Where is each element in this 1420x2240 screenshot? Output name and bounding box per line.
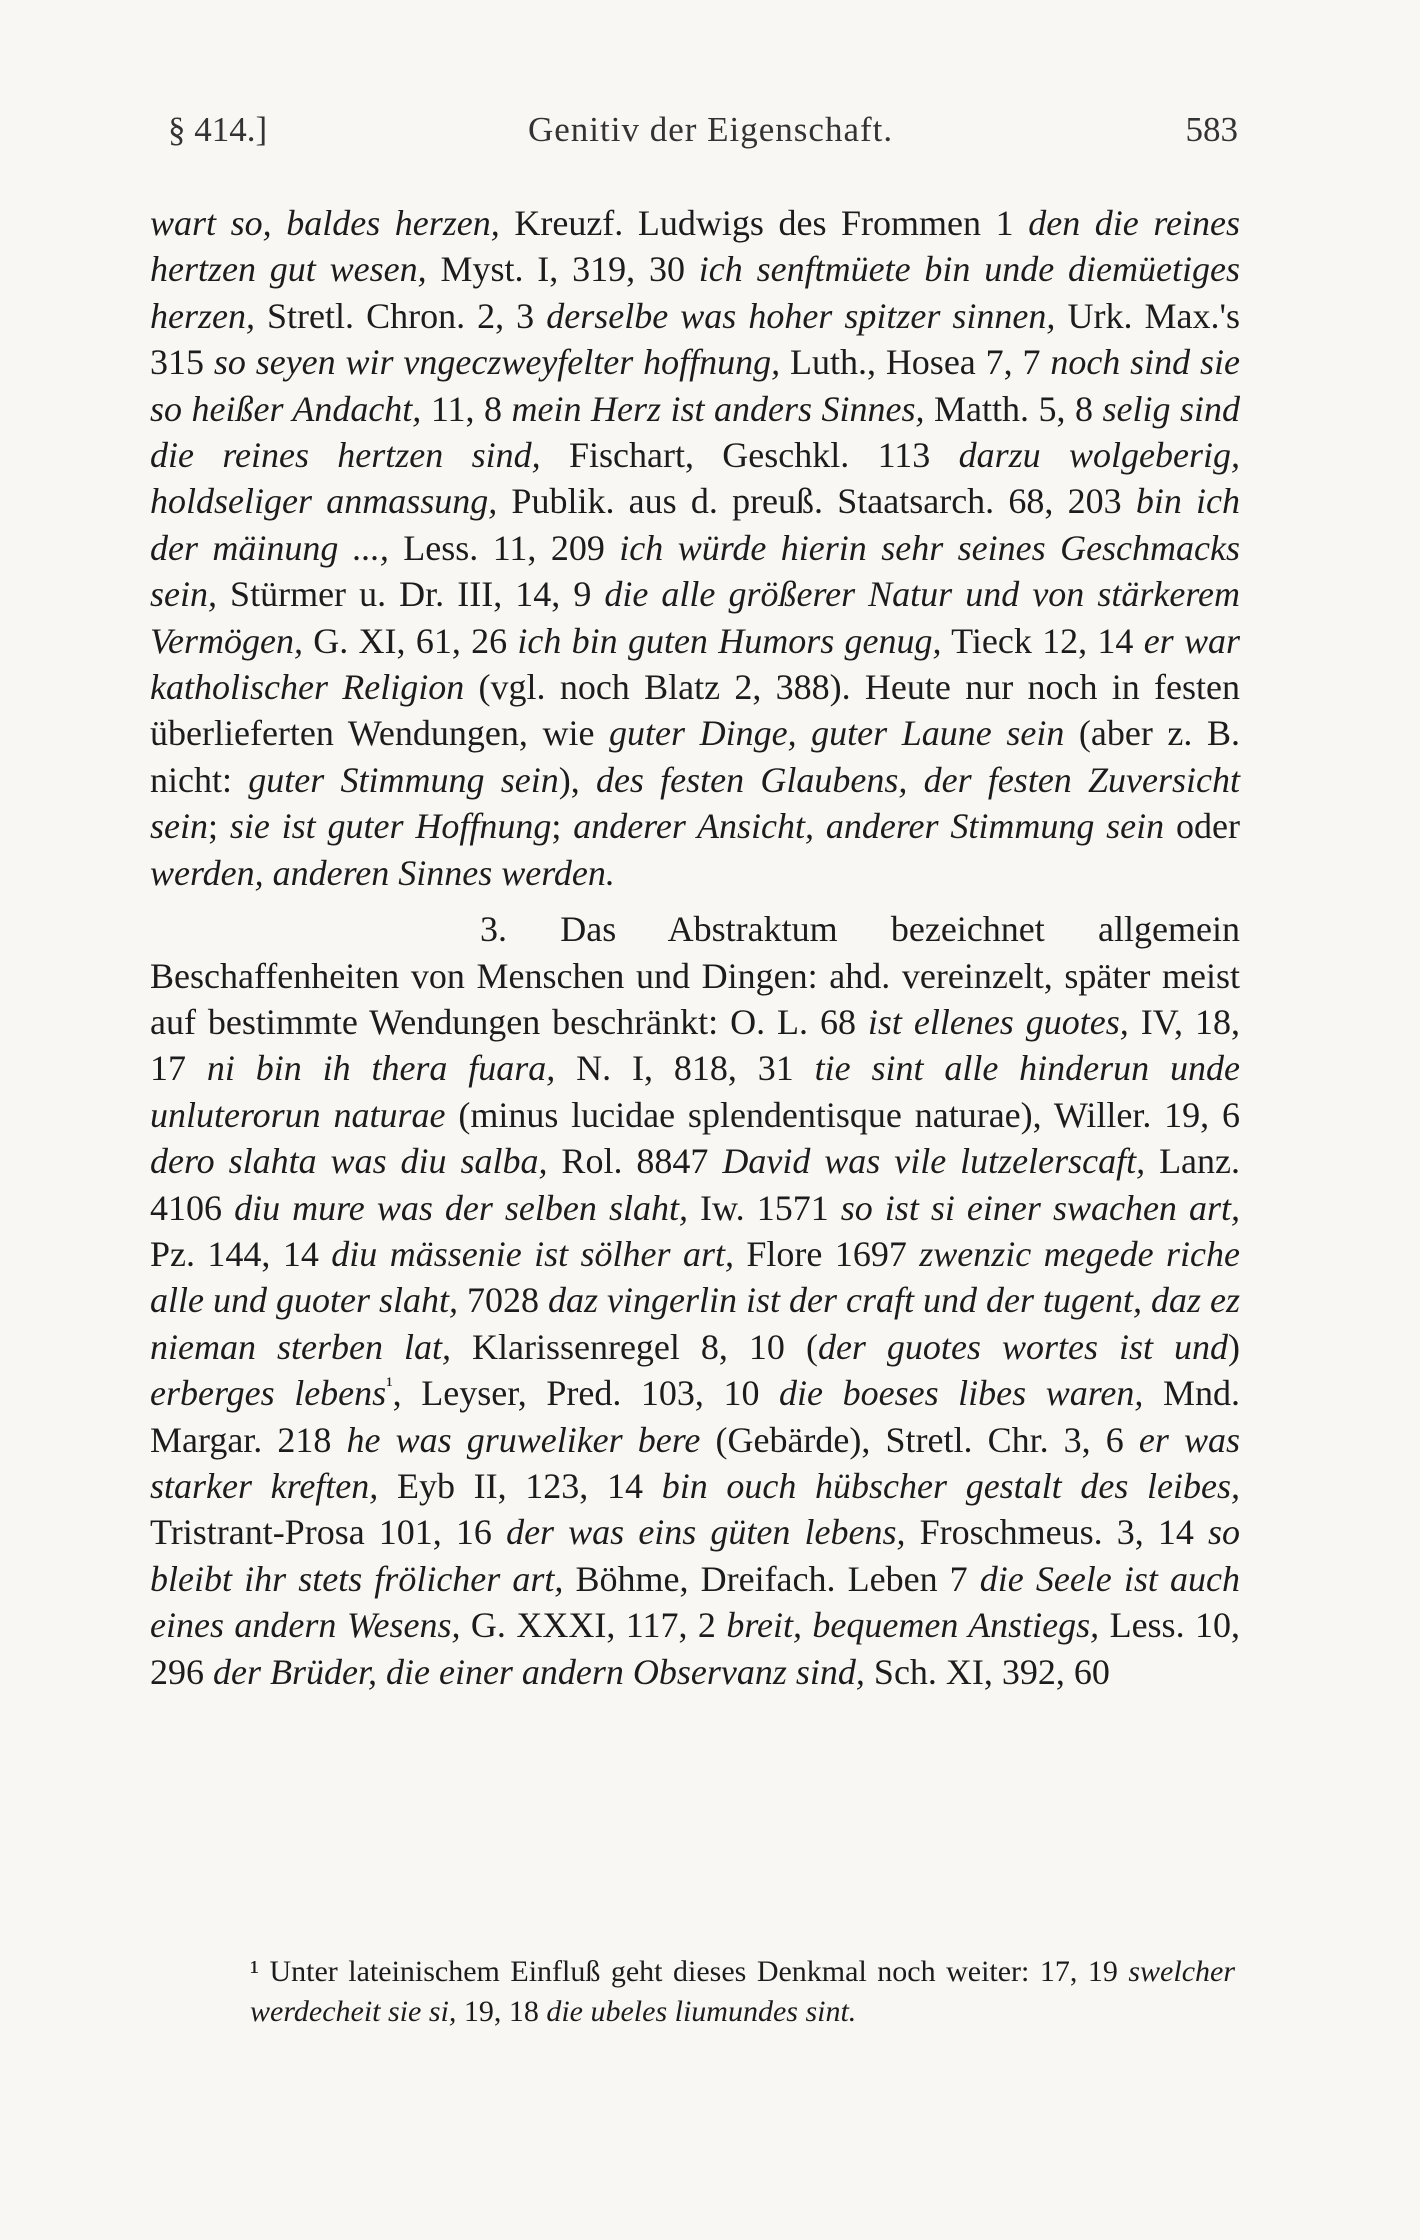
text-run: N. I, 818, 31: [555, 1048, 815, 1089]
quotation-italic: ich bin guten Humors genug,: [517, 620, 942, 661]
quotation-italic: guter Dinge, guter Laune sein: [609, 713, 1065, 754]
quotation-italic: des festen Glaubens, der festen Zuversicht sein: [150, 759, 1241, 847]
text-run: Stretl. Chron. 2, 3: [254, 295, 547, 336]
text-run: ): [1228, 1326, 1240, 1367]
quotation-italic: breit, bequemen Anstiegs,: [726, 1605, 1100, 1646]
footnote-marker: ¹: [386, 1373, 393, 1398]
quotation-italic: die Seele ist auch eines andern Wesens,: [150, 1558, 1240, 1646]
text-run: Tieck 12, 14: [941, 620, 1144, 661]
text-run: G. XXXI, 117, 2: [460, 1605, 727, 1646]
text-run: Böhme, Dreifach. Leben 7: [563, 1558, 980, 1599]
text-run: (minus lucidae splendentisque naturae), Willer. 19, 6: [445, 1094, 1240, 1135]
running-title: Genitiv der Eigenschaft.: [528, 110, 894, 149]
quotation-italic: so seyen wir vngeczweyfelter hoffnung,: [213, 342, 781, 383]
text-run: Pz. 144, 14: [150, 1233, 332, 1274]
quotation-italic: erberges lebens: [150, 1373, 387, 1414]
text-run: oder: [1164, 806, 1240, 847]
text-run: IV, 18, 17: [150, 1001, 1241, 1089]
quotation-italic: werden, anderen Sinnes werden.: [150, 852, 615, 893]
quotation-italic: die ubeles liumundes sint.: [546, 1995, 857, 2028]
text-run: 3. Das Abstraktum bezeichnet allgemein Beschaffenheiten von Menschen und Dingen: ahd. vereinzelt, später meist auf bestimmte Wendungen beschränkt: O. L. 68: [150, 909, 1240, 1042]
quotation-italic: dero slahta was diu salba,: [150, 1141, 548, 1182]
text-run: Less. 10, 296: [150, 1605, 1240, 1692]
main-text: [150, 200, 1240, 1695]
text-run: 19, 18: [456, 1995, 547, 2028]
footnote-text: [155, 1952, 1235, 2032]
quotation-italic: wart so, baldes herzen,: [150, 203, 500, 243]
text-run: Sch. XI, 392, 60: [864, 1651, 1110, 1692]
quotation-italic: zwenzic megede riche alle und guoter slaht,: [150, 1233, 1240, 1321]
quotation-italic: diu mure was der selben slaht,: [234, 1187, 688, 1228]
quotation-italic: darzu wolgeberig, holdseliger anmassung,: [150, 435, 1240, 522]
text-run: Rol. 8847: [547, 1141, 723, 1182]
text-run: Less. 11, 209: [388, 527, 620, 568]
quotation-italic: der was eins güten lebens,: [506, 1512, 906, 1553]
quotation-italic: so bleibt ihr stets frölicher art,: [150, 1512, 1241, 1599]
quotation-italic: ich würde hierin sehr seines Geschmacks sein,: [150, 527, 1241, 615]
text-run: Publik. aus d. preuß. Staatsarch. 68, 203: [497, 481, 1136, 522]
quotation-italic: selig sind die reines hertzen sind,: [150, 388, 1240, 476]
quotation-italic: derselbe was hoher spitzer sinnen,: [546, 295, 1056, 336]
quotation-italic: tie sint alle hinderun unde unluterorun naturae: [150, 1048, 1240, 1135]
quotation-italic: bin ouch hübscher gestalt des leibes,: [661, 1465, 1241, 1506]
quotation-italic: he was gruweliker bere: [346, 1419, 701, 1460]
quotation-italic: so ist si einer swachen art,: [840, 1187, 1240, 1228]
text-run: Eyb II, 123, 14: [378, 1465, 662, 1506]
paragraph-continued: [150, 200, 1240, 896]
text-run: Fischart, Geschkl. 113: [540, 435, 959, 476]
paragraph-section-3: [150, 906, 1240, 1695]
quotation-italic: der Brüder, die einer andern Observanz sind,: [213, 1651, 865, 1692]
quotation-italic: daz vingerlin ist der craft und der tugent, daz ez nieman sterben lat,: [150, 1280, 1240, 1367]
quotation-italic: ist ellenes guotes,: [867, 1001, 1129, 1042]
text-run: Myst. I, 319, 30: [426, 249, 699, 290]
text-run: ),: [558, 759, 596, 800]
quotation-italic: ich senftmüete bin unde diemüetiges herzen,: [150, 249, 1240, 336]
quotation-italic: den die reines hertzen gut wesen,: [150, 203, 1240, 290]
footnote: [155, 1952, 1235, 2032]
quotation-italic: David was vile lutzelerscaft,: [722, 1141, 1146, 1182]
text-run: (Gebärde), Stretl. Chr. 3, 6: [700, 1419, 1139, 1460]
text-run: Froschmeus. 3, 14: [905, 1512, 1208, 1553]
text-run: Lanz. 4106: [150, 1141, 1241, 1228]
text-run: Urk. Max.'s 315: [150, 295, 1240, 383]
text-run: Luth., Hosea 7, 7: [780, 342, 1051, 383]
quotation-italic: anderer Ansicht, anderer Stimmung sein: [573, 806, 1165, 847]
text-run: ;: [551, 806, 574, 847]
text-run: Flore 1697: [733, 1233, 920, 1274]
text-run: G. XI, 61, 26: [302, 620, 518, 661]
text-run: (aber z. B. nicht:: [150, 713, 1241, 800]
quotation-italic: guter Stimmung sein: [248, 759, 559, 800]
quotation-italic: diu mässenie ist sölher art,: [331, 1233, 734, 1274]
quotation-italic: mein Herz ist anders Sinnes,: [511, 388, 925, 429]
quotation-italic: bin ich der mäinung ...,: [150, 481, 1241, 568]
text-run: Matth. 5, 8: [924, 388, 1103, 429]
quotation-italic: er was starker kreften,: [150, 1419, 1240, 1506]
quotation-italic: noch sind sie so heißer Andacht,: [150, 342, 1241, 429]
page-number: 583: [1185, 110, 1238, 149]
quotation-italic: sie ist guter Hoffnung: [229, 806, 552, 847]
text-run: ¹ Unter lateinischem Einfluß geht dieses Denkmal noch weiter: 17, 19: [250, 1955, 1129, 1988]
quotation-italic: die alle größerer Natur und von stärkerem Vermögen,: [150, 574, 1240, 661]
quotation-italic: swelcher werdecheit sie si,: [250, 1955, 1235, 2028]
text-run: Kreuzf. Ludwigs des Frommen 1: [499, 203, 1029, 243]
quotation-italic: der guotes wortes ist und: [817, 1326, 1228, 1367]
text-run: 7028: [458, 1280, 549, 1321]
text-run: Iw. 1571: [687, 1187, 841, 1228]
section-reference: § 414.]: [168, 110, 268, 149]
running-header: [168, 110, 1238, 160]
quotation-italic: die boeses libes waren,: [779, 1373, 1144, 1414]
quotation-italic: er war katholischer Religion: [150, 620, 1240, 708]
text-run: (vgl. noch Blatz 2, 388). Heute nur noch in festen überlieferten Wendungen, wie: [150, 667, 1241, 754]
text-run: Tristrant-Prosa 101, 16: [150, 1512, 507, 1553]
text-run: Klarissenregel 8, 10 (: [450, 1326, 818, 1367]
text-run: 11, 8: [421, 388, 512, 429]
text-run: Stürmer u. Dr. III, 14, 9: [217, 574, 605, 615]
quotation-italic: ni bin ih thera fuara,: [206, 1048, 556, 1089]
text-run: ;: [208, 806, 230, 847]
text-run: , Leyser, Pred. 103, 10: [392, 1373, 780, 1414]
text-run: Mnd. Margar. 218: [150, 1373, 1240, 1460]
